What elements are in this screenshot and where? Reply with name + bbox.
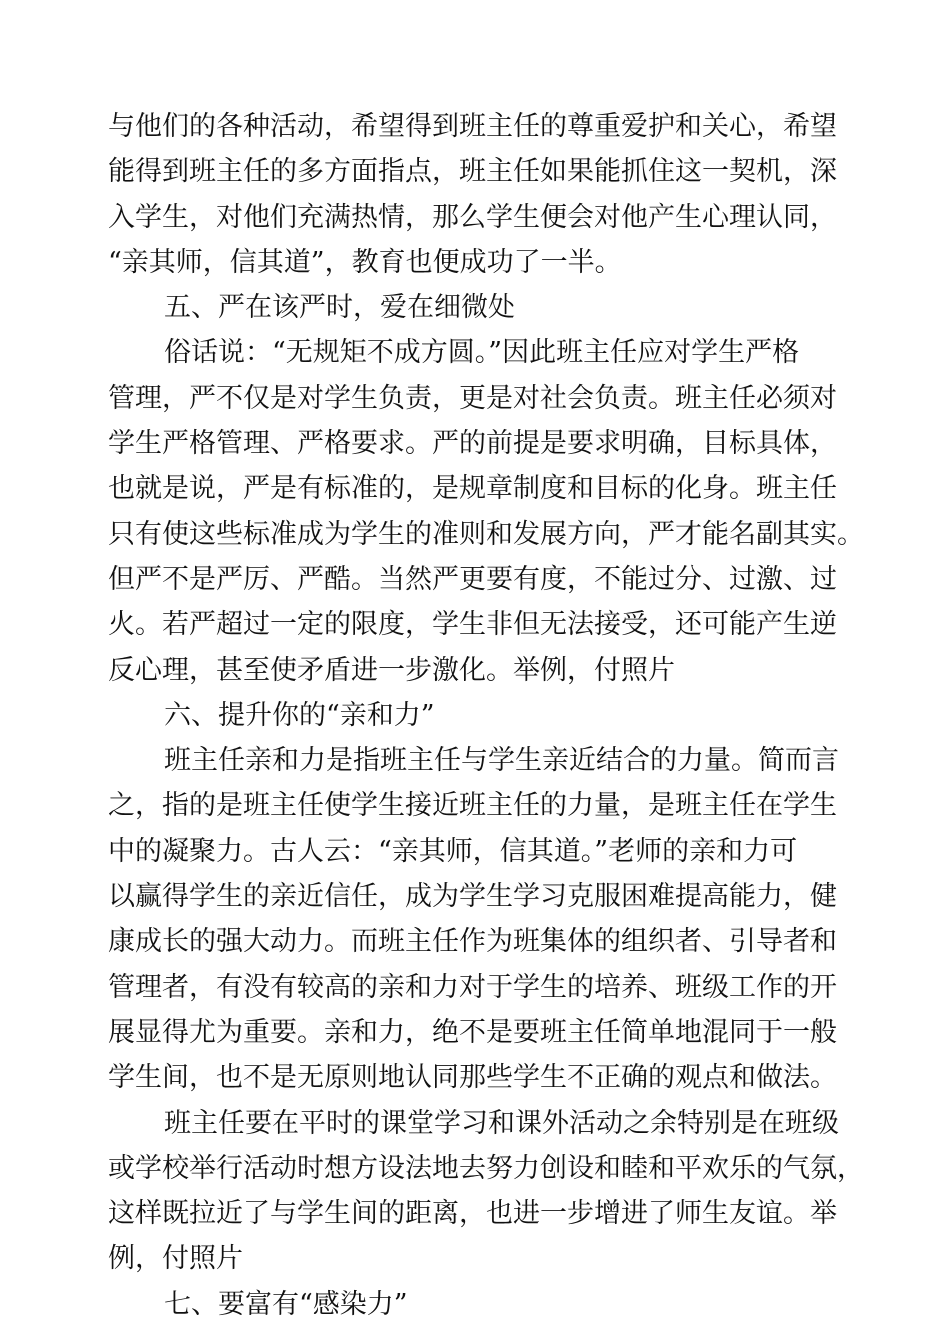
section-heading: 七、要富有“感染力” [164, 1288, 408, 1320]
text-line: 展显得尤为重要。亲和力，绝不是要班主任简单地混同于一般 [108, 1016, 837, 1048]
document-page [108, 104, 868, 1327]
text-line: 康成长的强大动力。而班主任作为班集体的组织者、引导者和 [108, 926, 837, 958]
text-line: 这样既拉近了与学生间的距离，也进一步增进了师生友谊。举 [108, 1198, 837, 1230]
text-line: 中的凝聚力。古人云：“亲其师，信其道。”老师的亲和力可 [108, 835, 798, 867]
text-line: 学生严格管理、严格要求。严的前提是要求明确，目标具体， [108, 428, 837, 460]
text-line: 也就是说，严是有标准的，是规章制度和目标的化身。班主任 [108, 473, 837, 505]
text-line: 管理，严不仅是对学生负责，更是对社会负责。班主任必须对 [108, 382, 837, 414]
text-line: 只有使这些标准成为学生的准则和发展方向，严才能名副其实。 [108, 518, 864, 550]
text-line: 与他们的各种活动，希望得到班主任的尊重爱护和关心，希望 [108, 111, 837, 142]
paragraph-first-line: 班主任要在平时的课堂学习和课外活动之余特别是在班级 [164, 1107, 839, 1139]
text-line: 以赢得学生的亲近信任，成为学生学习克服困难提高能力，健 [108, 881, 837, 913]
text-line: “亲其师，信其道”，教育也便成功了一半。 [108, 246, 622, 278]
section-heading: 五、严在该严时，爱在细微处 [164, 292, 515, 324]
text-line: 管理者，有没有较高的亲和力对于学生的培养、班级工作的开 [108, 971, 837, 1003]
text-line: 入学生，对他们充满热情，那么学生便会对他产生心理认同， [108, 201, 837, 233]
text-line: 学生间，也不是无原则地认同那些学生不正确的观点和做法。 [108, 1062, 837, 1094]
section-heading: 六、提升你的“亲和力” [164, 699, 435, 731]
text-line: 例，付照片 [108, 1243, 243, 1275]
text-line: 但严不是严厉、严酷。当然严更要有度，不能过分、过激、过 [108, 563, 837, 595]
text-line: 反心理，甚至使矛盾进一步激化。举例，付照片 [108, 654, 675, 686]
paragraph-first-line: 俗话说：“无规矩不成方圆。”因此班主任应对学生严格 [164, 337, 800, 369]
text-line: 或学校举行活动时想方设法地去努力创设和睦和平欢乐的气氛， [108, 1152, 864, 1184]
text-line: 能得到班主任的多方面指点，班主任如果能抓住这一契机，深 [108, 156, 837, 188]
text-line: 火。若严超过一定的限度，学生非但无法接受，还可能产生逆 [108, 609, 837, 641]
paragraph-first-line: 班主任亲和力是指班主任与学生亲近结合的力量。简而言 [164, 745, 839, 777]
text-line: 之，指的是班主任使学生接近班主任的力量，是班主任在学生 [108, 790, 837, 822]
